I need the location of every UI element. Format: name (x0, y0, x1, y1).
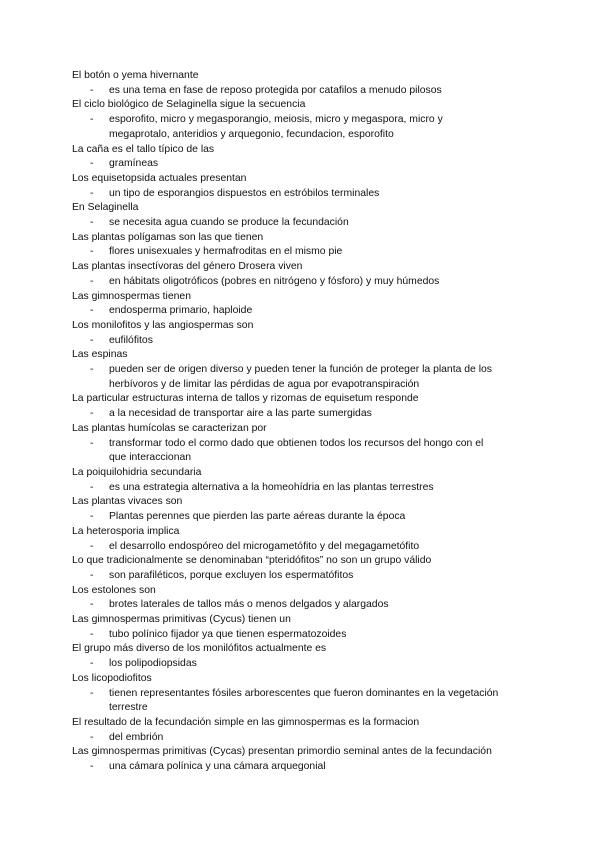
answer (72, 304, 532, 319)
question: Los estolones son (72, 584, 156, 596)
answer-text: del embrión (109, 731, 164, 743)
bullet-dash: - (90, 217, 94, 229)
answer (72, 334, 532, 349)
answer (72, 540, 532, 555)
answer-text: pueden ser de origen diverso y pueden tener la función de proteger la planta de los (109, 364, 492, 376)
question: Las plantas vivaces son (72, 496, 183, 508)
question: Las gimnospermas primitivas (Cycus) tienen un (72, 614, 291, 626)
answer-text: el desarrollo endospóreo del microgametófito y del megagametófito (109, 540, 420, 552)
answer-text: que interaccionan (109, 452, 192, 464)
bullet-dash: - (90, 275, 94, 287)
question: Los monilofitos y las angiospermas son (72, 319, 254, 331)
question: La poiquilohidria secundaria (72, 466, 202, 478)
answer (72, 657, 532, 672)
question: Las plantas insectívoras del género Drosera viven (72, 261, 303, 273)
bullet-dash: - (90, 364, 94, 376)
bullet-dash: - (90, 658, 94, 670)
answer-text: megaprotalo, anteridios y arquegonio, fecundacion, esporofito (109, 128, 394, 140)
answer-text: es una estrategia alternativa a la homeohídria en las plantas terrestres (109, 481, 434, 493)
question: El grupo más diverso de los monilófitos actualmente es (72, 643, 327, 655)
answer (72, 731, 532, 746)
question: En Selaginella (72, 202, 139, 214)
answer-text: son parafiléticos, porque excluyen los espermatófitos (109, 569, 354, 581)
bullet-dash: - (90, 687, 94, 699)
bullet-dash: - (90, 84, 94, 96)
answer-continuation (72, 451, 532, 466)
question: Lo que tradicionalmente se denominaban “pteridófitos” no son un grupo válido (72, 555, 432, 567)
answer-text: una cámara polínica y una cámara arquegonial (109, 761, 326, 773)
answer (72, 84, 532, 99)
bullet-dash: - (90, 334, 94, 346)
answer-text: tienen representantes fósiles arborescentes que fueron dominantes en la vegetación (109, 687, 499, 699)
answer-continuation (72, 701, 532, 716)
question: La caña es el tallo típico de las (72, 143, 215, 155)
answer (72, 760, 532, 775)
answer-text: Plantas perennes que pierden las parte aéreas durante la época (109, 511, 406, 523)
answer-text: los polipodiopsidas (109, 658, 197, 670)
bullet-dash: - (90, 114, 94, 126)
answer (72, 187, 532, 202)
answer-text: brotes laterales de tallos más o menos delgados y alargados (109, 599, 389, 611)
question: Las gimnospermas tienen (72, 290, 191, 302)
bullet-dash: - (90, 305, 94, 317)
answer-text: es una tema en fase de reposo protegida por catafilos a menudo pilosos (109, 84, 442, 96)
answer (72, 216, 532, 231)
question: La particular estructuras interna de tallos y rizomas de equisetum responde (72, 393, 419, 405)
answer (72, 510, 532, 525)
bullet-dash: - (90, 569, 94, 581)
answer (72, 275, 532, 290)
answer-text: tubo polínico fijador ya que tienen espermatozoides (109, 628, 347, 640)
question: La heterosporia implica (72, 525, 180, 537)
bullet-dash: - (90, 437, 94, 449)
bullet-dash: - (90, 540, 94, 552)
bullet-dash: - (90, 761, 94, 773)
question: Las plantas polígamas son las que tienen (72, 231, 264, 243)
answer-text: en hábitats oligotróficos (pobres en nitrógeno y fósforo) y muy húmedos (109, 275, 440, 287)
answer (72, 687, 532, 702)
bullet-dash: - (90, 511, 94, 523)
question: Las gimnospermas primitivas (Cycas) presentan primordio seminal antes de la fecundación (72, 746, 492, 758)
answer (72, 245, 532, 260)
question: Las espinas (72, 349, 128, 361)
answer (72, 157, 532, 172)
answer-text: herbívoros y de limitar las pérdidas de agua por evapotranspiración (109, 378, 420, 390)
document-body (72, 69, 532, 775)
bullet-dash: - (90, 246, 94, 258)
bullet-dash: - (90, 158, 94, 170)
answer-text: a la necesidad de transportar aire a las parte sumergidas (109, 408, 372, 420)
answer (72, 113, 532, 128)
answer-text: un tipo de esporangios dispuestos en estróbilos terminales (109, 187, 380, 199)
bullet-dash: - (90, 731, 94, 743)
answer-text: terrestre (109, 702, 148, 714)
bullet-dash: - (90, 628, 94, 640)
bullet-dash: - (90, 408, 94, 420)
question: Los licopodiofitos (72, 672, 152, 684)
answer-text: eufilófitos (109, 334, 153, 346)
answer (72, 363, 532, 378)
question: El resultado de la fecundación simple en las gimnospermas es la formacion (72, 716, 420, 728)
question: Las plantas humícolas se caracterizan por (72, 422, 267, 434)
bullet-dash: - (90, 599, 94, 611)
answer (72, 407, 532, 422)
bullet-dash: - (90, 481, 94, 493)
answer (72, 437, 532, 452)
answer-continuation (72, 378, 532, 393)
answer (72, 598, 532, 613)
question: Los equisetopsida actuales presentan (72, 172, 247, 184)
answer-text: transformar todo el cormo dado que obtienen todos los recursos del hongo con el (109, 437, 484, 449)
bullet-dash: - (90, 187, 94, 199)
answer-text: endosperma primario, haploide (109, 305, 253, 317)
answer-text: gramíneas (109, 158, 159, 170)
answer-continuation (72, 128, 532, 143)
answer (72, 569, 532, 584)
answer (72, 628, 532, 643)
question: El botón o yema hivernante (72, 70, 199, 81)
answer-text: flores unisexuales y hermafroditas en el mismo pie (109, 246, 343, 258)
answer-text: se necesita agua cuando se produce la fecundación (109, 217, 349, 229)
question: El ciclo biológico de Selaginella sigue la secuencia (72, 99, 306, 111)
answer-text: esporofito, micro y megasporangio, meiosis, micro y megaspora, micro y (109, 114, 443, 126)
answer (72, 481, 532, 496)
